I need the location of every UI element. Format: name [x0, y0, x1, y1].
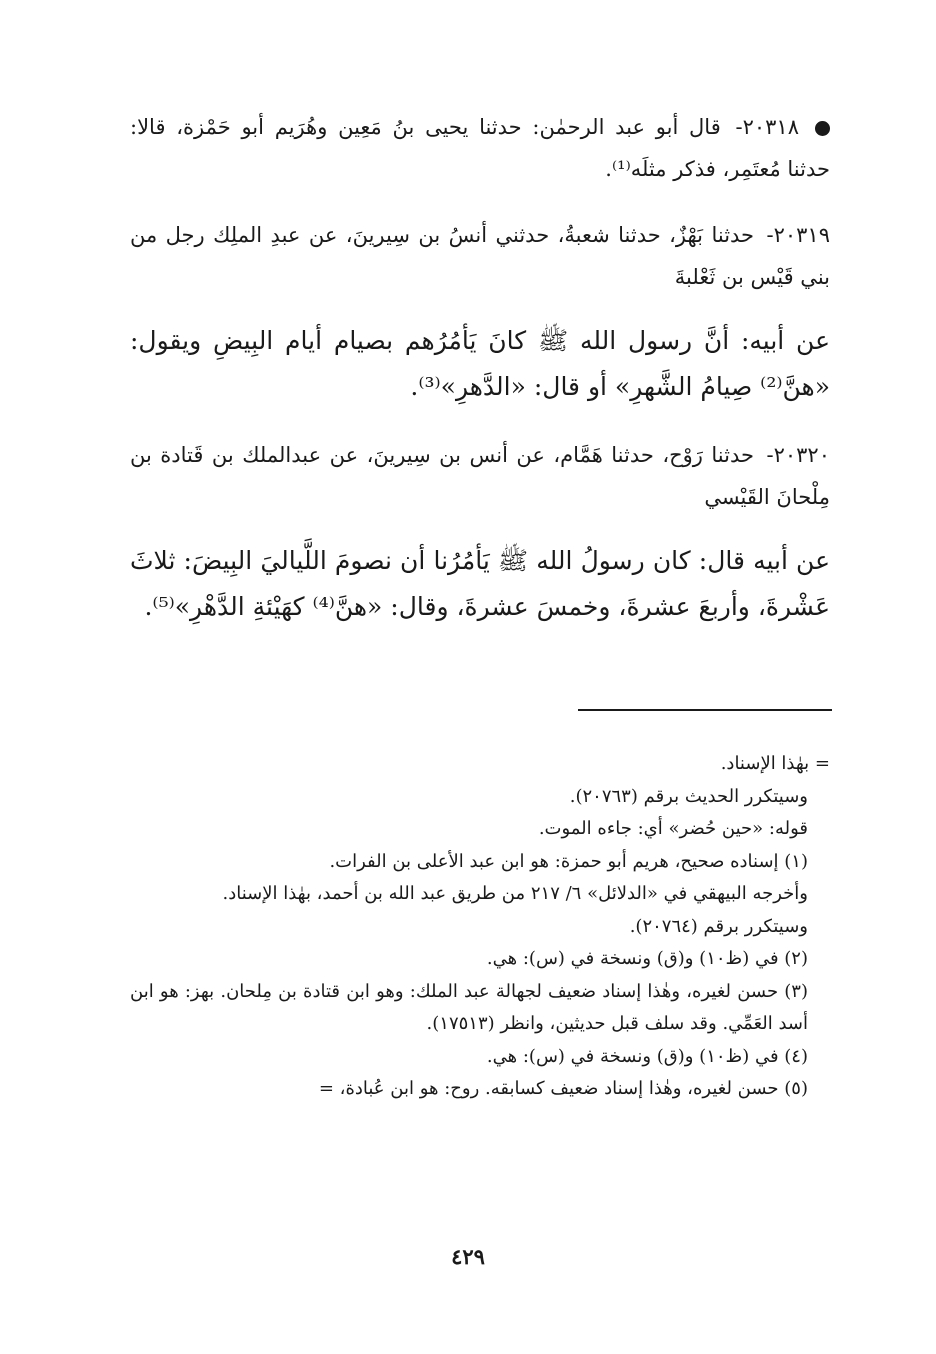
footnote-line: قوله: «حين حُضر» أي: جاءه الموت.: [538, 818, 808, 839]
hadith-number: ٢٠٣١٨-: [735, 115, 799, 139]
footnote-line: وسيتكرر الحديث برقم (٢٠٧٦٣).: [569, 785, 808, 807]
hadith-20318: [130, 106, 830, 190]
hadith-20320-isnad: [130, 434, 830, 518]
footnote-5: (٥) حسن لغيره، وهٰذا إسناد ضعيف كسابقه. روح: هو ابن عُبادة، =: [318, 1078, 808, 1099]
footnote-line: وأخرجه البيهقي في «الدلائل» ٦/ ٢١٧ من طريق عبد الله بن أحمد، بهٰذا الإسناد.: [222, 883, 808, 904]
hadith-isnad: حدثنا رَوْح، حدثنا هَمَّام، عن أنس بن سِيرينَ، عن عبدالملك بن قَتادة بن مِلْحانَ القَيْسي: [130, 443, 830, 509]
hadith-matn: عن أبيه قال: كان رسولُ الله ﷺ يَأمُرُنا أن نصومَ اللَّياليَ البِيضَ: ثلاثَ عَشْرةَ، وأربعَ عشرةَ، وخمسَ عشرةَ، وقال: «هنَّ⁽⁴⁾ كهَيْئةِ الدَّهْرِ»⁽⁵⁾.: [130, 546, 830, 621]
hadith-matn: عن أبيه: أنَّ رسول الله ﷺ كانَ يَأمُرُهم بصيام أيام البِيضِ ويقول: «هنَّ⁽²⁾ صِيامُ الشَّهرِ» أو قال: «الدَّهرِ»⁽³⁾.: [130, 326, 830, 401]
hadith-isnad: حدثنا بَهْزٌ، حدثنا شعبةُ، حدثني أنسُ بن سِيرينَ، عن عبدِ الملِك رجل من بني قَيْس بن ثَعْلبةَ: [130, 223, 830, 289]
footnote-divider: [578, 709, 832, 711]
hadith-20319-isnad: [130, 214, 830, 298]
footnote-1: (١) إسناده صحيح، هريم أبو حمزة: هو ابن عبد الأعلى بن الفرات.: [329, 850, 808, 872]
hadith-20319-matn: [130, 318, 830, 410]
bullet-icon: [815, 121, 830, 136]
footnote-line: وسيتكرر برقم (٢٠٧٦٤).: [629, 915, 808, 937]
hadith-number: ٢٠٣٢٠-: [766, 443, 830, 467]
footnote-4: (٤) في (ظ١٠) و(ق) ونسخة في (س): هي.: [486, 1045, 808, 1067]
hadith-20320-matn: [130, 538, 830, 630]
footnotes: [130, 748, 830, 1106]
footnote-3: (٣) حسن لغيره، وهٰذا إسناد ضعيف لجهالة عبد الملك: وهو ابن قتادة بن مِلحان. بهز: هو ابن أسد العَمِّي. وقد سلف قبل حديثين، وانظر (١٧٥١٣).: [130, 980, 808, 1034]
footnote-2: (٢) في (ظ١٠) و(ق) ونسخة في (س): هي.: [486, 948, 808, 969]
hadith-number: ٢٠٣١٩-: [766, 223, 830, 247]
page-number: ٤٢٩: [451, 1244, 485, 1269]
footnote-line: = بهٰذا الإسناد.: [720, 753, 830, 774]
hadith-isnad: قال أبو عبد الرحمٰن: حدثنا يحيى بنُ مَعِين وهُرَيم أبو حَمْزة، قالا: حدثنا مُعتَمِر، فذكر مثلَه⁽¹⁾.: [130, 115, 830, 181]
